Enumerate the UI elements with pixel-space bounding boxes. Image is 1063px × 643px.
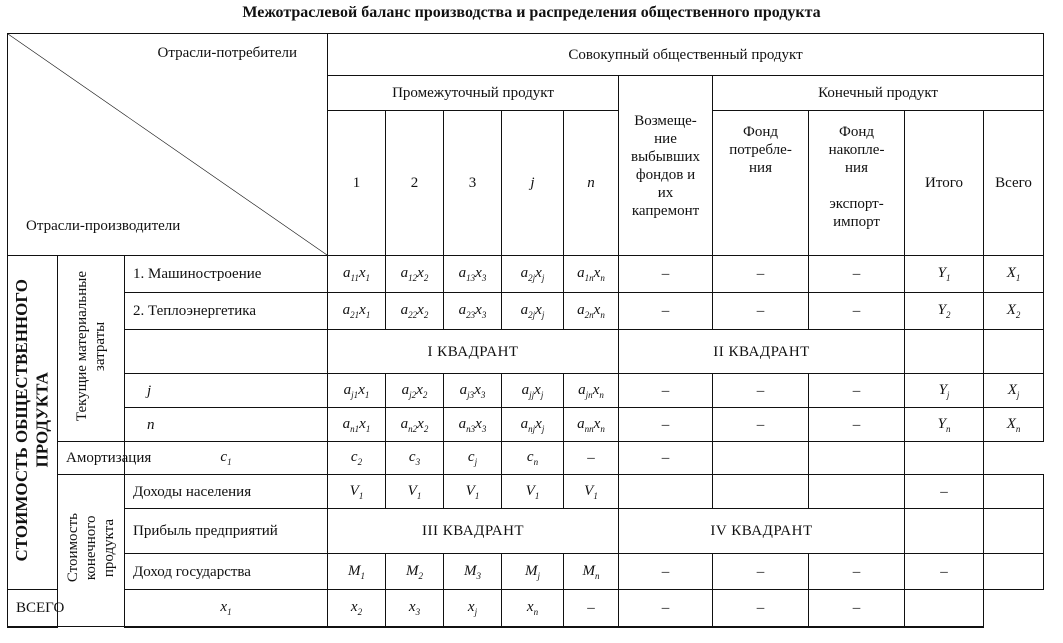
itogo-cell: $Y_j$ bbox=[905, 374, 984, 408]
dash-cell: – bbox=[564, 442, 619, 475]
coef-cell: $a_{j1}x_1$ bbox=[328, 374, 386, 408]
row-label: n bbox=[125, 408, 328, 442]
coef-cell: $a_{nj}x_j$ bbox=[502, 408, 564, 442]
dash-cell: – bbox=[713, 374, 809, 408]
empty-cell bbox=[905, 590, 984, 627]
coef-cell: $a_{2j}x_j$ bbox=[502, 293, 564, 330]
header-corner bbox=[8, 34, 328, 256]
dash-cell: – bbox=[564, 590, 619, 627]
empty-cell bbox=[713, 442, 809, 475]
value-cell: $x_j$ bbox=[444, 590, 502, 627]
final-product-cost-label: Стоимость конечного продукта bbox=[65, 513, 117, 583]
dash-cell: – bbox=[809, 408, 905, 442]
product-cost-label: СТОИМОСТЬ ОБЩЕСТВЕННОГО ПРОДУКТА bbox=[12, 278, 52, 562]
dash-cell: – bbox=[809, 256, 905, 293]
final-product-header: Конечный продукт bbox=[713, 76, 1044, 111]
dash-cell: – bbox=[809, 590, 905, 627]
table-row-profit bbox=[8, 509, 1044, 554]
empty-cell bbox=[713, 475, 809, 509]
empty-cell bbox=[809, 475, 905, 509]
replacement-header: Возмеще- ние выбывших фондов и их капремонт bbox=[619, 76, 713, 256]
dash-cell: – bbox=[905, 475, 984, 509]
empty-cell bbox=[905, 442, 984, 475]
table-row-machinery bbox=[8, 256, 1044, 293]
coef-cell: $a_{j3}x_3$ bbox=[444, 374, 502, 408]
coef-cell: $a_{1n}x_n$ bbox=[564, 256, 619, 293]
value-cell: $c_1$ bbox=[125, 442, 328, 475]
value-cell: $x_2$ bbox=[328, 590, 386, 627]
row-label: Доход государства bbox=[125, 554, 328, 590]
row-label: 2. Теплоэнергетика bbox=[125, 293, 328, 330]
dash-cell: – bbox=[619, 374, 713, 408]
row-label: Прибыль предприятий bbox=[125, 509, 328, 554]
consumers-label: Отрасли-потребители bbox=[157, 45, 298, 61]
coef-cell: $a_{jj}x_j$ bbox=[502, 374, 564, 408]
value-cell: $V_1$ bbox=[564, 475, 619, 509]
quadrant-1-label: I КВАДРАНТ bbox=[328, 330, 619, 374]
empty-label-cell bbox=[125, 330, 328, 374]
value-cell: $M_3$ bbox=[444, 554, 502, 590]
table-row-amortization bbox=[8, 442, 1044, 475]
column-number: 1 bbox=[328, 111, 386, 256]
balance-table bbox=[7, 33, 1044, 628]
column-number: n bbox=[564, 111, 619, 256]
value-cell: $V_1$ bbox=[444, 475, 502, 509]
quadrant-3-label: III КВАДРАНТ bbox=[328, 509, 619, 554]
empty-cell bbox=[905, 509, 984, 554]
column-number: 3 bbox=[444, 111, 502, 256]
value-cell: $c_j$ bbox=[444, 442, 502, 475]
table-row-household-income bbox=[8, 475, 1044, 509]
table-row-j bbox=[8, 374, 1044, 408]
dash-cell: – bbox=[713, 554, 809, 590]
empty-cell bbox=[984, 509, 1044, 554]
dash-cell: – bbox=[713, 293, 809, 330]
intermediate-product-header: Промежуточный продукт bbox=[328, 76, 619, 111]
vsego-cell: $X_j$ bbox=[984, 374, 1044, 408]
side-label-main bbox=[8, 256, 58, 590]
coef-cell: $a_{21}x_1$ bbox=[328, 293, 386, 330]
quadrant-2-label: II КВАДРАНТ bbox=[619, 330, 905, 374]
side-label-final bbox=[58, 475, 125, 627]
dash-cell: – bbox=[713, 590, 809, 627]
coef-cell: $a_{2j}x_j$ bbox=[502, 256, 564, 293]
dash-cell: – bbox=[619, 442, 713, 475]
page-title: Межотраслевой баланс производства и распределения общественного продукта bbox=[242, 4, 821, 21]
value-cell: $x_3$ bbox=[386, 590, 444, 627]
coef-cell: $a_{11}x_1$ bbox=[328, 256, 386, 293]
table-row-n bbox=[8, 408, 1044, 442]
coef-cell: $a_{j2}x_2$ bbox=[386, 374, 444, 408]
value-cell: $M_1$ bbox=[328, 554, 386, 590]
side-label-material bbox=[58, 256, 125, 442]
value-cell: $V_1$ bbox=[386, 475, 444, 509]
value-cell: $V_1$ bbox=[502, 475, 564, 509]
coef-cell: $a_{2n}x_n$ bbox=[564, 293, 619, 330]
dash-cell: – bbox=[619, 408, 713, 442]
column-number: 2 bbox=[386, 111, 444, 256]
value-cell: $M_n$ bbox=[564, 554, 619, 590]
empty-cell bbox=[619, 475, 713, 509]
coef-cell: $a_{22}x_2$ bbox=[386, 293, 444, 330]
value-cell: $V_1$ bbox=[328, 475, 386, 509]
itogo-header: Итого bbox=[905, 111, 984, 256]
table-row-heat-energy bbox=[8, 293, 1044, 330]
coef-cell: $a_{n3}x_3$ bbox=[444, 408, 502, 442]
value-cell: $x_n$ bbox=[502, 590, 564, 627]
table-row-quadrants-top bbox=[8, 330, 1044, 374]
vsego-cell: $X_2$ bbox=[984, 293, 1044, 330]
dash-cell: – bbox=[713, 408, 809, 442]
accumulation-cell bbox=[809, 111, 905, 256]
dash-cell: – bbox=[713, 256, 809, 293]
vsego-cell: $X_1$ bbox=[984, 256, 1044, 293]
row-label: 1. Машиностроение bbox=[125, 256, 328, 293]
coef-cell: $a_{n1}x_1$ bbox=[328, 408, 386, 442]
empty-cell bbox=[905, 330, 984, 374]
value-cell: $x_1$ bbox=[125, 590, 328, 627]
dash-cell: – bbox=[619, 256, 713, 293]
dash-cell: – bbox=[809, 374, 905, 408]
itogo-cell: $Y_n$ bbox=[905, 408, 984, 442]
producers-label: Отрасли-производители bbox=[26, 218, 181, 234]
empty-cell bbox=[809, 442, 905, 475]
coef-cell: $a_{12}x_2$ bbox=[386, 256, 444, 293]
dash-cell: – bbox=[809, 554, 905, 590]
empty-cell bbox=[984, 330, 1044, 374]
dash-cell: – bbox=[905, 554, 984, 590]
coef-cell: $a_{n2}x_2$ bbox=[386, 408, 444, 442]
total-product-header: Совокупный общественный продукт bbox=[328, 34, 1044, 76]
itogo-cell: $Y_1$ bbox=[905, 256, 984, 293]
value-cell: $M_2$ bbox=[386, 554, 444, 590]
value-cell: $c_3$ bbox=[386, 442, 444, 475]
dash-cell: – bbox=[619, 590, 713, 627]
coef-cell: $a_{jn}x_n$ bbox=[564, 374, 619, 408]
quadrant-4-label: IV КВАДРАНТ bbox=[619, 509, 905, 554]
table-row-state-income bbox=[8, 554, 1044, 590]
vsego-header: Всего bbox=[984, 111, 1044, 256]
empty-cell bbox=[984, 475, 1044, 509]
itogo-cell: $Y_2$ bbox=[905, 293, 984, 330]
value-cell: $c_n$ bbox=[502, 442, 564, 475]
dash-cell: – bbox=[619, 293, 713, 330]
vsego-cell: $X_n$ bbox=[984, 408, 1044, 442]
column-number: j bbox=[502, 111, 564, 256]
coef-cell: $a_{nn}x_n$ bbox=[564, 408, 619, 442]
dash-cell: – bbox=[619, 554, 713, 590]
row-label: Доходы населения bbox=[125, 475, 328, 509]
coef-cell: $a_{13}x_3$ bbox=[444, 256, 502, 293]
material-costs-label: Текущие материальные затраты bbox=[74, 270, 108, 422]
value-cell: $M_j$ bbox=[502, 554, 564, 590]
export-import-header: экспорт- импорт bbox=[829, 196, 884, 230]
row-label: Амортизация bbox=[58, 442, 125, 475]
empty-cell bbox=[984, 554, 1044, 590]
consumption-fund-header: Фонд потребле- ния bbox=[713, 111, 809, 256]
accumulation-fund-header: Фонд накопле- ния bbox=[828, 124, 885, 176]
table-row-total bbox=[8, 590, 1044, 627]
value-cell: $c_2$ bbox=[328, 442, 386, 475]
row-label: ВСЕГО bbox=[8, 590, 58, 627]
row-label: j bbox=[125, 374, 328, 408]
coef-cell: $a_{23}x_3$ bbox=[444, 293, 502, 330]
dash-cell: – bbox=[809, 293, 905, 330]
